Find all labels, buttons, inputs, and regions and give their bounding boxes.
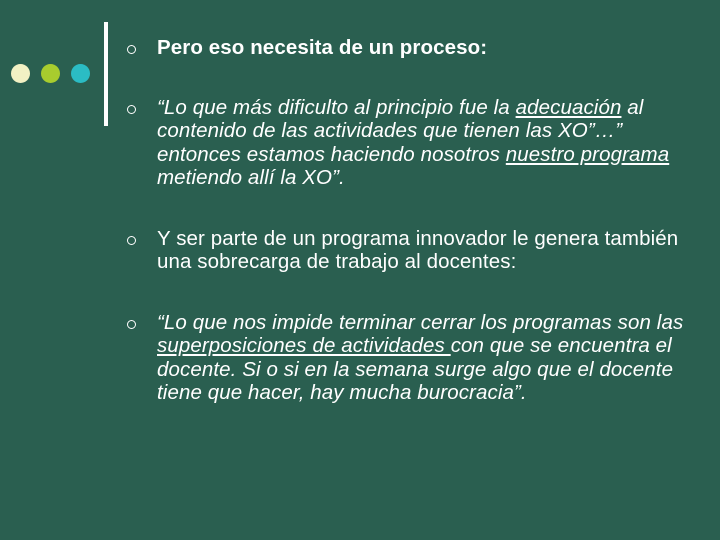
teal-dot-icon (71, 64, 90, 83)
underlined-text: nuestro programa (505, 142, 670, 166)
underlined-text: superposiciones de actividades (157, 334, 451, 357)
underlined-text: adecuación (515, 95, 622, 119)
bullet-item-1 (127, 36, 702, 60)
quote-text: “Lo que más dificulto al principio fue la (157, 95, 516, 119)
bullet-item-2 (127, 96, 702, 190)
bullet-icon (127, 105, 136, 114)
vertical-divider (104, 22, 108, 126)
quote-text: “Lo que nos impide terminar cerrar los programas son las (157, 310, 684, 334)
decorative-dots (11, 64, 93, 86)
bullet-icon (127, 320, 136, 329)
bullet-icon (127, 45, 136, 54)
bullet-icon (127, 236, 136, 245)
quote-text: metiendo allí la XO”. (157, 166, 345, 189)
quote-text: con que se encuentra el docente. Si o si en la semana surge algo que el docente tiene que hacer, hay mucha burocracia”. (157, 334, 674, 404)
bullet-item-3 (127, 227, 702, 274)
green-dot-icon (41, 64, 60, 83)
bullet-text: Pero eso necesita de un proceso: (157, 36, 488, 59)
bullet-item-4 (127, 311, 702, 405)
bullet-list (127, 36, 702, 405)
quote-text: al contenido de las actividades que tienen las XO”…” entonces estamos haciendo nosotros (157, 95, 644, 166)
cream-dot-icon (11, 64, 30, 83)
bullet-text: Y ser parte de un programa innovador le genera también una sobrecarga de trabajo al docentes: (157, 226, 679, 273)
